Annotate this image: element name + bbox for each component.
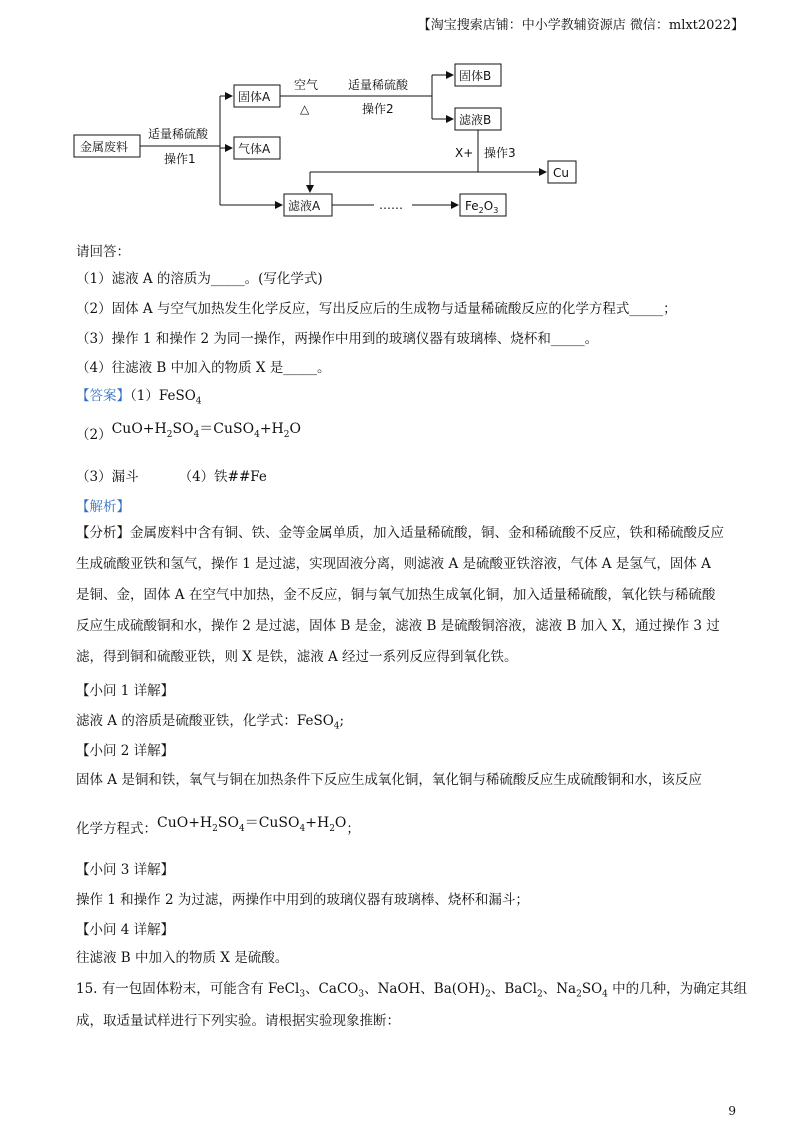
label-heat: △ (300, 102, 310, 116)
answer-label: 【答案】 (76, 388, 130, 404)
label-solid-a: 固体A (238, 90, 271, 104)
question-1: （1）滤液 A 的溶质为_____。(写化学式) (76, 271, 323, 287)
subq3-title: 【小问 3 详解】 (76, 862, 175, 878)
subq2-title: 【小问 2 详解】 (76, 743, 175, 759)
questions-intro: 请回答： (76, 244, 130, 260)
label-filtrate-b: 滤液B (459, 113, 492, 127)
label-fe2o3: $Fe_2O_3$ (465, 199, 499, 215)
label-x-plus: X+ (455, 146, 474, 160)
question-2: （2）固体 A 与空气加热发生化学反应，写出反应后的生成物与适量稀硫酸反应的化学方程式_____； (76, 301, 677, 317)
subq4-title: 【小问 4 详解】 (76, 922, 175, 938)
subq1-text: 滤液 A 的溶质是硫酸亚铁，化学式：FeSO$_4$; (76, 713, 345, 732)
label-op1: 操作1 (164, 152, 196, 166)
label-reagent1: 适量稀硫酸 (148, 127, 209, 141)
answer-line-2: $(2)CuO+H_2SO_4=CuSO_4+H_2O$ (76, 421, 301, 443)
label-air: 空气 (294, 78, 319, 92)
question-15-line-2: 成，取适量试样进行下列实验。请根据实验现象推断： (76, 1013, 400, 1029)
question-4: （4）往滤液 B 中加入的物质 X 是_____。 (76, 360, 331, 376)
subq2-text: 固体 A 是铜和铁，氧气与铜在加热条件下反应生成氧化铜，氧化铜与稀硫酸反应生成硫酸铜和水，该反应 (76, 772, 702, 788)
label-dots: …… (379, 198, 403, 212)
answer-4: （4）铁##Fe (178, 469, 267, 485)
page-header: 【淘宝搜索店铺：中小学教辅资源店 微信：mlxt2022】 (417, 18, 744, 33)
subq4-text: 往滤液 B 中加入的物质 X 是硫酸。 (76, 950, 289, 966)
label-cu: Cu (553, 166, 569, 180)
question-15-line-1: 15. 有一包固体粉末，可能含有 FeCl$_3$、CaCO$_3$、NaOH、$Ba(OH)_2$、BaCl$_2$、$Na_2SO_4$ 中的几种，为确定其组 (76, 981, 748, 1000)
question-3: （3）操作 1 和操作 2 为同一操作，两操作中用到的玻璃仪器有玻璃棒、烧杯和_____。 (76, 331, 599, 347)
label-gas-a: 气体A (238, 142, 271, 156)
subq2-equation-line: 化学方程式：$CuO+H_2SO_4=CuSO_4+H_2O$； (76, 815, 360, 837)
label-op3: 操作3 (484, 146, 516, 160)
label-op2: 操作2 (362, 102, 394, 116)
answer-line-3 (76, 466, 267, 488)
answer-equation: $CuO+H_2SO_4=CuSO_4+H_2O$ (111, 421, 301, 440)
subq1-title: 【小问 1 详解】 (76, 683, 175, 699)
subq3-text: 操作 1 和操作 2 为过滤，两操作中用到的玻璃仪器有玻璃棒、烧杯和漏斗； (76, 892, 529, 908)
page-number: 9 (728, 1104, 736, 1118)
process-flow-diagram (0, 0, 800, 230)
label-metal-waste: 金属废料 (80, 140, 129, 154)
answer-line-1: 【答案】（1）FeSO$_4$ (76, 388, 202, 407)
analysis-label: 【解析】 (76, 499, 130, 515)
answer-1: （1）FeSO (130, 388, 196, 404)
analysis-paragraph: 【分析】金属废料中含有铜、铁、金等金属单质，加入适量稀硫酸，铜、金和稀硫酸不反应，铁和稀硫酸反应生成硫酸亚铁和氢气，操作 1 是过滤，实现固液分离，则滤液 A 是硫酸亚铁溶液，气体 A 是氢气，固体 A 是铜、金，固体 A 在空气中加热，金不反应，铜与氧气加热生成氧化铜，加入适量稀硫酸，氧化铁与稀硫酸反应生成硫酸铜和水，操作 2 是过滤，固体 B 是金，滤液 B 是硫酸铜溶液，滤液 B 加入 X，通过操作 3 过滤，得到铜和硫酸亚铁，则 X 是铁，滤液 A 经过一系列反应得到氧化铁。 (76, 525, 724, 665)
subq2-equation: $CuO+H_2SO_4=CuSO_4+H_2O$ (157, 815, 347, 834)
label-filtrate-a: 滤液A (288, 199, 321, 213)
label-reagent2: 适量稀硫酸 (348, 78, 409, 92)
label-solid-b: 固体B (459, 69, 492, 83)
answer-3: （3）漏斗 (76, 469, 139, 485)
